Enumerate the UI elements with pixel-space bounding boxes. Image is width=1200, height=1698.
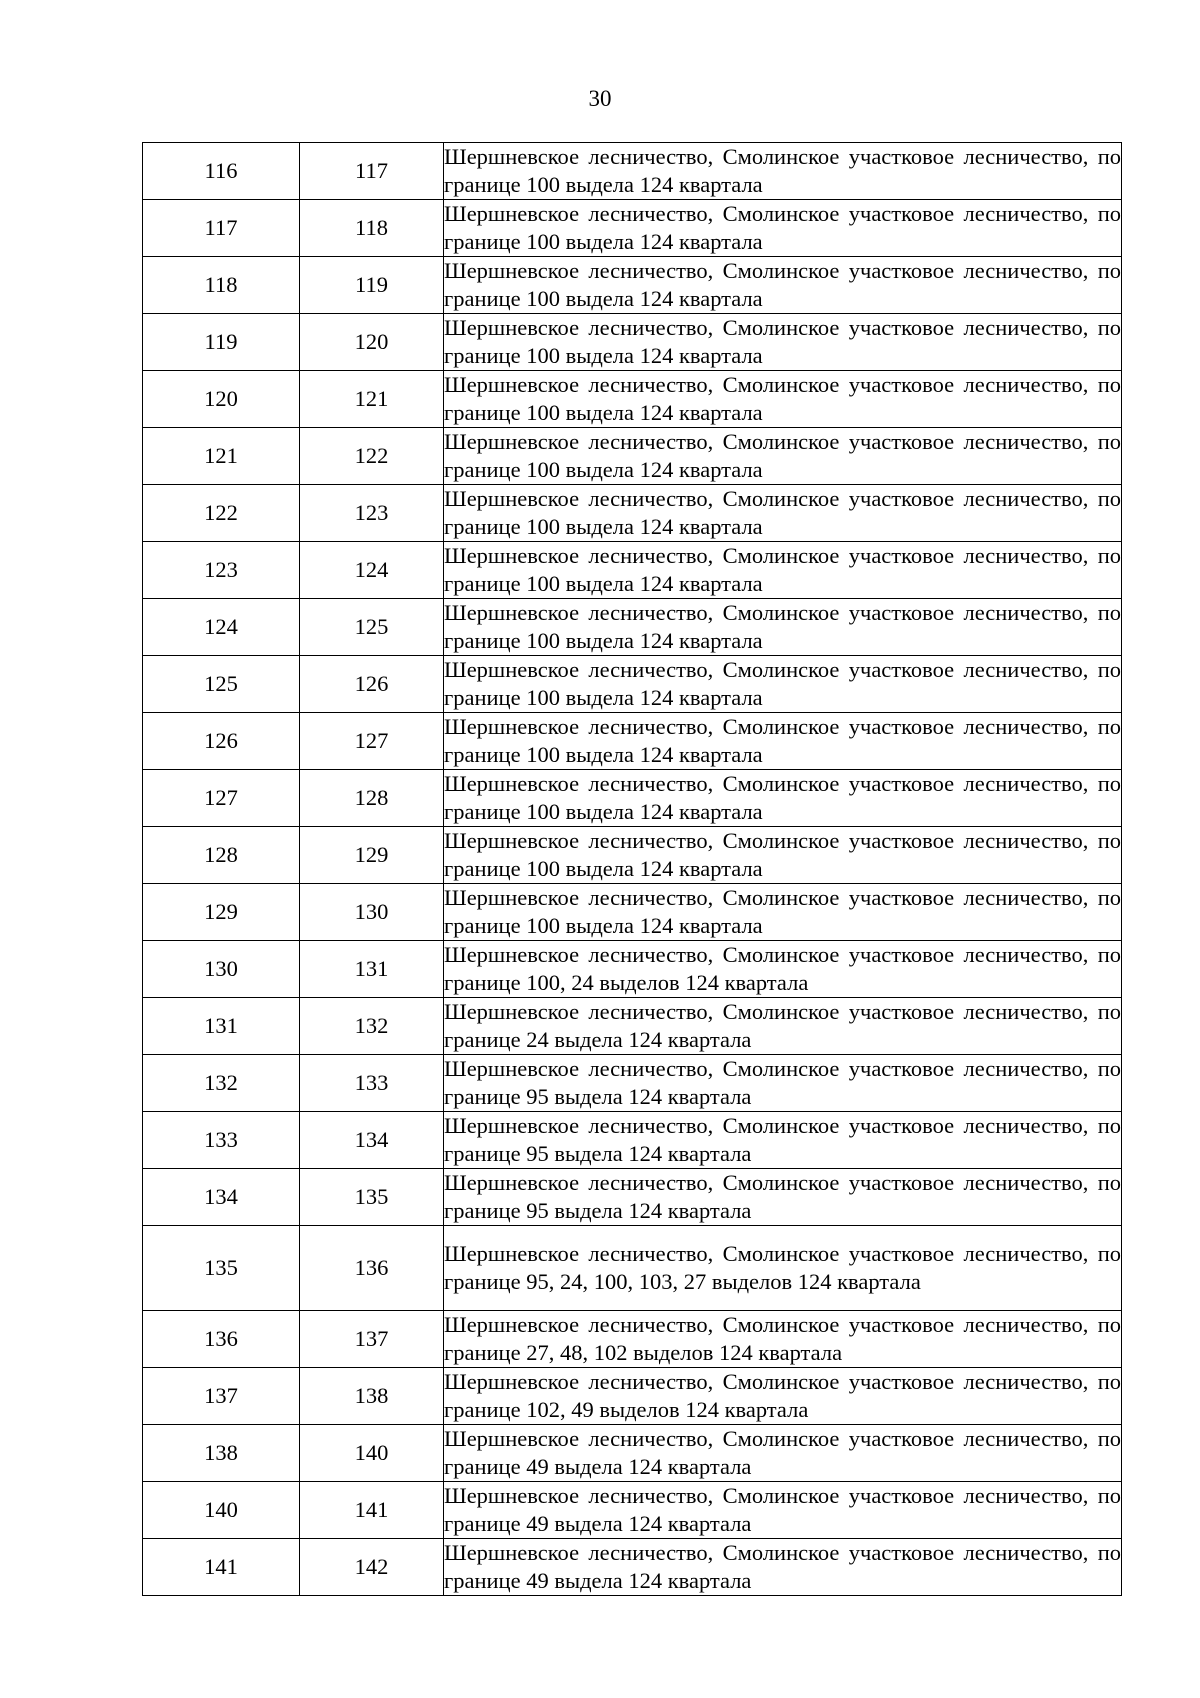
from-point-cell: 118 bbox=[143, 257, 300, 314]
table-row bbox=[143, 827, 1122, 884]
to-point-cell: 117 bbox=[300, 143, 444, 200]
from-point-cell: 130 bbox=[143, 941, 300, 998]
table-row bbox=[143, 713, 1122, 770]
to-point-cell: 125 bbox=[300, 599, 444, 656]
to-point-cell: 134 bbox=[300, 1112, 444, 1169]
table-row bbox=[143, 314, 1122, 371]
to-point-cell: 126 bbox=[300, 656, 444, 713]
boundary-description-cell: Шершневское лесничество, Смолинское участковое лесничество, по границе 49 выдела 124 квартала bbox=[444, 1425, 1122, 1482]
boundary-description-cell: Шершневское лесничество, Смолинское участковое лесничество, по границе 100 выдела 124 квартала bbox=[444, 314, 1122, 371]
boundary-description-cell: Шершневское лесничество, Смолинское участковое лесничество, по границе 100 выдела 124 квартала bbox=[444, 257, 1122, 314]
boundary-description-cell: Шершневское лесничество, Смолинское участковое лесничество, по границе 95 выдела 124 квартала bbox=[444, 1169, 1122, 1226]
to-point-cell: 133 bbox=[300, 1055, 444, 1112]
from-point-cell: 116 bbox=[143, 143, 300, 200]
from-point-cell: 132 bbox=[143, 1055, 300, 1112]
boundary-description-cell: Шершневское лесничество, Смолинское участковое лесничество, по границе 49 выдела 124 квартала bbox=[444, 1482, 1122, 1539]
from-point-cell: 122 bbox=[143, 485, 300, 542]
boundary-description-cell: Шершневское лесничество, Смолинское участковое лесничество, по границе 100 выдела 124 квартала bbox=[444, 713, 1122, 770]
boundary-description-cell: Шершневское лесничество, Смолинское участковое лесничество, по границе 24 выдела 124 квартала bbox=[444, 998, 1122, 1055]
to-point-cell: 141 bbox=[300, 1482, 444, 1539]
table-row bbox=[143, 1169, 1122, 1226]
table-row bbox=[143, 941, 1122, 998]
boundary-description-cell: Шершневское лесничество, Смолинское участковое лесничество, по границе 95 выдела 124 квартала bbox=[444, 1112, 1122, 1169]
table-row bbox=[143, 1055, 1122, 1112]
boundary-description-cell: Шершневское лесничество, Смолинское участковое лесничество, по границе 100 выдела 124 квартала bbox=[444, 200, 1122, 257]
table-row bbox=[143, 371, 1122, 428]
boundary-description-cell: Шершневское лесничество, Смолинское участковое лесничество, по границе 100 выдела 124 квартала bbox=[444, 884, 1122, 941]
to-point-cell: 119 bbox=[300, 257, 444, 314]
to-point-cell: 140 bbox=[300, 1425, 444, 1482]
boundary-description-cell: Шершневское лесничество, Смолинское участковое лесничество, по границе 49 выдела 124 квартала bbox=[444, 1539, 1122, 1596]
from-point-cell: 117 bbox=[143, 200, 300, 257]
boundary-description-cell: Шершневское лесничество, Смолинское участковое лесничество, по границе 100 выдела 124 квартала bbox=[444, 542, 1122, 599]
boundary-description-cell: Шершневское лесничество, Смолинское участковое лесничество, по границе 100 выдела 124 квартала bbox=[444, 770, 1122, 827]
from-point-cell: 135 bbox=[143, 1226, 300, 1311]
from-point-cell: 141 bbox=[143, 1539, 300, 1596]
table-row bbox=[143, 1112, 1122, 1169]
boundary-description-cell: Шершневское лесничество, Смолинское участковое лесничество, по границе 100 выдела 124 квартала bbox=[444, 371, 1122, 428]
to-point-cell: 120 bbox=[300, 314, 444, 371]
page-number: 30 bbox=[588, 86, 612, 111]
boundary-description-cell: Шершневское лесничество, Смолинское участковое лесничество, по границе 102, 49 выделов 124 квартала bbox=[444, 1368, 1122, 1425]
boundary-description-cell: Шершневское лесничество, Смолинское участковое лесничество, по границе 100 выдела 124 квартала bbox=[444, 827, 1122, 884]
from-point-cell: 129 bbox=[143, 884, 300, 941]
boundary-description-cell: Шершневское лесничество, Смолинское участковое лесничество, по границе 100 выдела 124 квартала bbox=[444, 428, 1122, 485]
to-point-cell: 124 bbox=[300, 542, 444, 599]
table-row bbox=[143, 599, 1122, 656]
boundary-description-cell: Шершневское лесничество, Смолинское участковое лесничество, по границе 27, 48, 102 выделов 124 квартала bbox=[444, 1311, 1122, 1368]
boundary-description-cell: Шершневское лесничество, Смолинское участковое лесничество, по границе 100 выдела 124 квартала bbox=[444, 599, 1122, 656]
to-point-cell: 129 bbox=[300, 827, 444, 884]
to-point-cell: 127 bbox=[300, 713, 444, 770]
from-point-cell: 123 bbox=[143, 542, 300, 599]
table-row bbox=[143, 1482, 1122, 1539]
to-point-cell: 130 bbox=[300, 884, 444, 941]
table-row bbox=[143, 1226, 1122, 1311]
boundary-table bbox=[142, 142, 1122, 1596]
from-point-cell: 127 bbox=[143, 770, 300, 827]
from-point-cell: 128 bbox=[143, 827, 300, 884]
boundary-description-cell: Шершневское лесничество, Смолинское участковое лесничество, по границе 95 выдела 124 квартала bbox=[444, 1055, 1122, 1112]
from-point-cell: 133 bbox=[143, 1112, 300, 1169]
table-row bbox=[143, 884, 1122, 941]
boundary-description-cell: Шершневское лесничество, Смолинское участковое лесничество, по границе 100 выдела 124 квартала bbox=[444, 143, 1122, 200]
from-point-cell: 126 bbox=[143, 713, 300, 770]
to-point-cell: 131 bbox=[300, 941, 444, 998]
from-point-cell: 119 bbox=[143, 314, 300, 371]
to-point-cell: 118 bbox=[300, 200, 444, 257]
to-point-cell: 136 bbox=[300, 1226, 444, 1311]
table-row bbox=[143, 656, 1122, 713]
to-point-cell: 137 bbox=[300, 1311, 444, 1368]
table-row bbox=[143, 1311, 1122, 1368]
to-point-cell: 142 bbox=[300, 1539, 444, 1596]
table-row bbox=[143, 143, 1122, 200]
table-row bbox=[143, 428, 1122, 485]
boundary-description-cell: Шершневское лесничество, Смолинское участковое лесничество, по границе 100 выдела 124 квартала bbox=[444, 485, 1122, 542]
from-point-cell: 136 bbox=[143, 1311, 300, 1368]
table-row bbox=[143, 1368, 1122, 1425]
to-point-cell: 121 bbox=[300, 371, 444, 428]
from-point-cell: 134 bbox=[143, 1169, 300, 1226]
table-row bbox=[143, 998, 1122, 1055]
to-point-cell: 132 bbox=[300, 998, 444, 1055]
to-point-cell: 128 bbox=[300, 770, 444, 827]
from-point-cell: 140 bbox=[143, 1482, 300, 1539]
boundary-description-cell: Шершневское лесничество, Смолинское участковое лесничество, по границе 100 выдела 124 квартала bbox=[444, 656, 1122, 713]
table-row bbox=[143, 257, 1122, 314]
from-point-cell: 124 bbox=[143, 599, 300, 656]
from-point-cell: 120 bbox=[143, 371, 300, 428]
to-point-cell: 123 bbox=[300, 485, 444, 542]
to-point-cell: 135 bbox=[300, 1169, 444, 1226]
table-row bbox=[143, 200, 1122, 257]
table-row bbox=[143, 770, 1122, 827]
boundary-description-cell: Шершневское лесничество, Смолинское участковое лесничество, по границе 95, 24, 100, 103, 27 выделов 124 квартала bbox=[444, 1226, 1122, 1311]
from-point-cell: 121 bbox=[143, 428, 300, 485]
table-row bbox=[143, 1425, 1122, 1482]
boundary-description-cell: Шершневское лесничество, Смолинское участковое лесничество, по границе 100, 24 выделов 124 квартала bbox=[444, 941, 1122, 998]
from-point-cell: 131 bbox=[143, 998, 300, 1055]
table-row bbox=[143, 1539, 1122, 1596]
from-point-cell: 138 bbox=[143, 1425, 300, 1482]
table-row bbox=[143, 542, 1122, 599]
from-point-cell: 137 bbox=[143, 1368, 300, 1425]
from-point-cell: 125 bbox=[143, 656, 300, 713]
table-row bbox=[143, 485, 1122, 542]
to-point-cell: 138 bbox=[300, 1368, 444, 1425]
boundary-table-body bbox=[143, 143, 1122, 1596]
to-point-cell: 122 bbox=[300, 428, 444, 485]
